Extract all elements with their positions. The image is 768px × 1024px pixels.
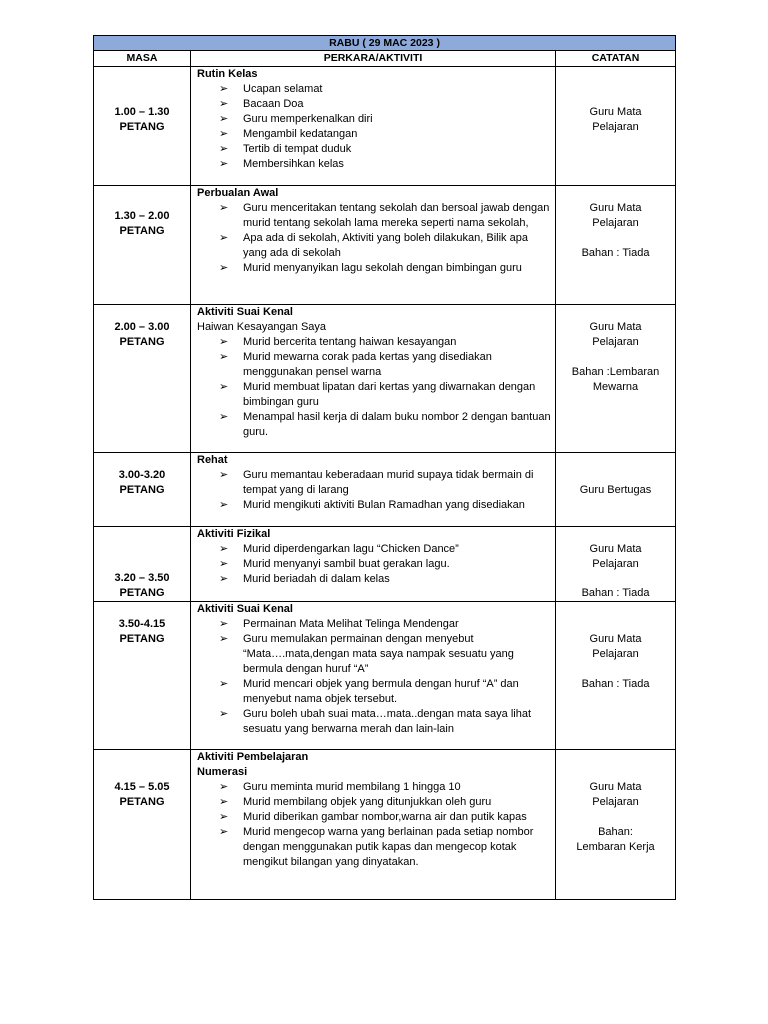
list-item: ➢ Tertib di tempat duduk [219,142,551,157]
time-range: 2.00 – 3.00 [114,321,170,333]
activity-heading: Rehat [197,454,228,466]
activity-cell [191,527,556,602]
activity-list [197,617,551,737]
activity-cell [191,453,556,527]
list-item: ➢ Murid diperdengarkan lagu “Chicken Dance” [219,542,551,557]
time-range: 3.50-4.15 [118,618,166,630]
activity-heading: Aktiviti Fizikal [197,528,271,540]
list-item: ➢ Guru memulakan permainan dengan menyebut “Mata….mata,dengan mata saya nampak sesuatu yang bermula dengan huruf “A” [219,632,551,677]
note-material: Bahan : Tiada [581,587,650,599]
time-period: PETANG [119,225,165,237]
note-material: Bahan: [598,826,633,838]
time-range: 1.00 – 1.30 [114,106,170,118]
note-teacher: Guru Mata [589,543,642,555]
time-cell [94,67,191,186]
list-item: ➢ Ucapan selamat [219,82,551,97]
list-item: ➢ Apa ada di sekolah, Aktiviti yang boleh dilakukan, Bilik apa yang ada di sekolah [219,231,551,261]
time-range: 1.30 – 2.00 [114,210,170,222]
time-period: PETANG [119,633,165,645]
list-item: ➢ Guru menceritakan tentang sekolah dan bersoal jawab dengan murid tentang sekolah lama mereka seperti nama sekolah, [219,201,551,231]
note-teacher: Guru Mata [589,633,642,645]
activity-list [197,542,551,587]
list-item: ➢ Murid mengecop warna yang berlainan pada setiap nombor dengan menggunakan putik kapas dan mengecop kotak mengikut bilangan yang dinyatakan. [219,825,551,870]
note-cell [556,527,676,602]
note-teacher-2: Pelajaran [592,558,639,570]
table-row [94,750,676,900]
activity-heading: Perbualan Awal [197,187,279,199]
list-item: ➢ Membersihkan kelas [219,157,551,172]
time-period: PETANG [119,484,165,496]
note-material-2: Mewarna [592,381,639,393]
list-item: ➢ Murid mencari objek yang bermula dengan huruf “A” dan menyebut nama objek tersebut. [219,677,551,707]
list-item: ➢ Murid mengikuti aktiviti Bulan Ramadhan yang disediakan [219,498,551,513]
schedule-title: RABU ( 29 MAC 2023 ) [94,36,676,51]
activity-heading: Aktiviti Pembelajaran [197,751,309,763]
table-row [94,186,676,305]
note-cell [556,305,676,453]
note-cell [556,453,676,527]
list-item: ➢ Guru meminta murid membilang 1 hingga 10 [219,780,551,795]
time-cell [94,527,191,602]
activity-list [197,201,551,276]
table-row [94,67,676,186]
note-teacher: Guru Mata [589,321,642,333]
note-cell [556,750,676,900]
time-cell [94,305,191,453]
note-teacher: Guru Mata [589,781,642,793]
time-range: 3.20 – 3.50 [114,572,170,584]
time-period: PETANG [119,121,165,133]
list-item: ➢ Murid membuat lipatan dari kertas yang diwarnakan dengan bimbingan guru [219,380,551,410]
activity-cell [191,67,556,186]
list-item: ➢ Murid bercerita tentang haiwan kesayangan [219,335,551,350]
list-item: ➢ Guru memperkenalkan diri [219,112,551,127]
note-teacher: Guru Mata [589,106,642,118]
table-row [94,527,676,602]
table-row [94,602,676,750]
time-cell [94,602,191,750]
list-item: ➢ Guru memantau keberadaan murid supaya tidak bermain di tempat yang di larang [219,468,551,498]
header-masa: MASA [94,51,191,67]
note-cell [556,186,676,305]
header-perkara: PERKARA/AKTIVITI [191,51,556,67]
time-cell [94,186,191,305]
activity-list [197,335,551,440]
activity-cell [191,750,556,900]
list-item: ➢ Murid beriadah di dalam kelas [219,572,551,587]
header-catatan: CATATAN [556,51,676,67]
note-teacher-2: Pelajaran [592,648,639,660]
note-material: Bahan :Lembaran [571,366,660,378]
time-period: PETANG [119,336,165,348]
schedule-table [93,35,676,900]
list-item: ➢ Murid mewarna corak pada kertas yang disediakan menggunakan pensel warna [219,350,551,380]
note-material: Bahan : Tiada [581,247,650,259]
list-item: ➢ Menampal hasil kerja di dalam buku nombor 2 dengan bantuan guru. [219,410,551,440]
note-material: Bahan : Tiada [581,678,650,690]
note-teacher-2: Pelajaran [592,121,639,133]
note-cell [556,67,676,186]
table-row [94,305,676,453]
time-period: PETANG [119,796,165,808]
activity-heading: Aktiviti Suai Kenal [197,306,293,318]
activity-list [197,82,551,172]
time-range: 3.00-3.20 [118,469,166,481]
activity-cell [191,602,556,750]
time-cell [94,750,191,900]
note-teacher-2: Pelajaran [592,336,639,348]
note-cell [556,602,676,750]
activity-list [197,468,551,513]
activity-heading: Rutin Kelas [197,68,258,80]
list-item: ➢ Guru boleh ubah suai mata…mata..dengan mata saya lihat sesuatu yang berwarna merah dan lain-lain [219,707,551,737]
note-teacher-2: Pelajaran [592,217,639,229]
activity-list [197,780,551,870]
list-item: ➢ Murid menyanyi sambil buat gerakan lagu. [219,557,551,572]
activity-subheading: Numerasi [197,766,248,778]
activity-subheading: Haiwan Kesayangan Saya [197,321,327,333]
table-row [94,453,676,527]
activity-cell [191,305,556,453]
list-item: ➢ Mengambil kedatangan [219,127,551,142]
list-item: ➢ Murid membilang objek yang ditunjukkan oleh guru [219,795,551,810]
note-teacher-2: Pelajaran [592,796,639,808]
activity-cell [191,186,556,305]
list-item: ➢ Bacaan Doa [219,97,551,112]
note-teacher: Guru Bertugas [579,484,652,496]
list-item: ➢ Permainan Mata Melihat Telinga Mendengar [219,617,551,632]
note-material-2: Lembaran Kerja [576,841,655,853]
list-item: ➢ Murid diberikan gambar nombor,warna air dan putik kapas [219,810,551,825]
note-teacher: Guru Mata [589,202,642,214]
activity-heading: Aktiviti Suai Kenal [197,603,293,615]
time-period: PETANG [119,587,165,599]
time-cell [94,453,191,527]
time-range: 4.15 – 5.05 [114,781,170,793]
list-item: ➢ Murid menyanyikan lagu sekolah dengan bimbingan guru [219,261,551,276]
